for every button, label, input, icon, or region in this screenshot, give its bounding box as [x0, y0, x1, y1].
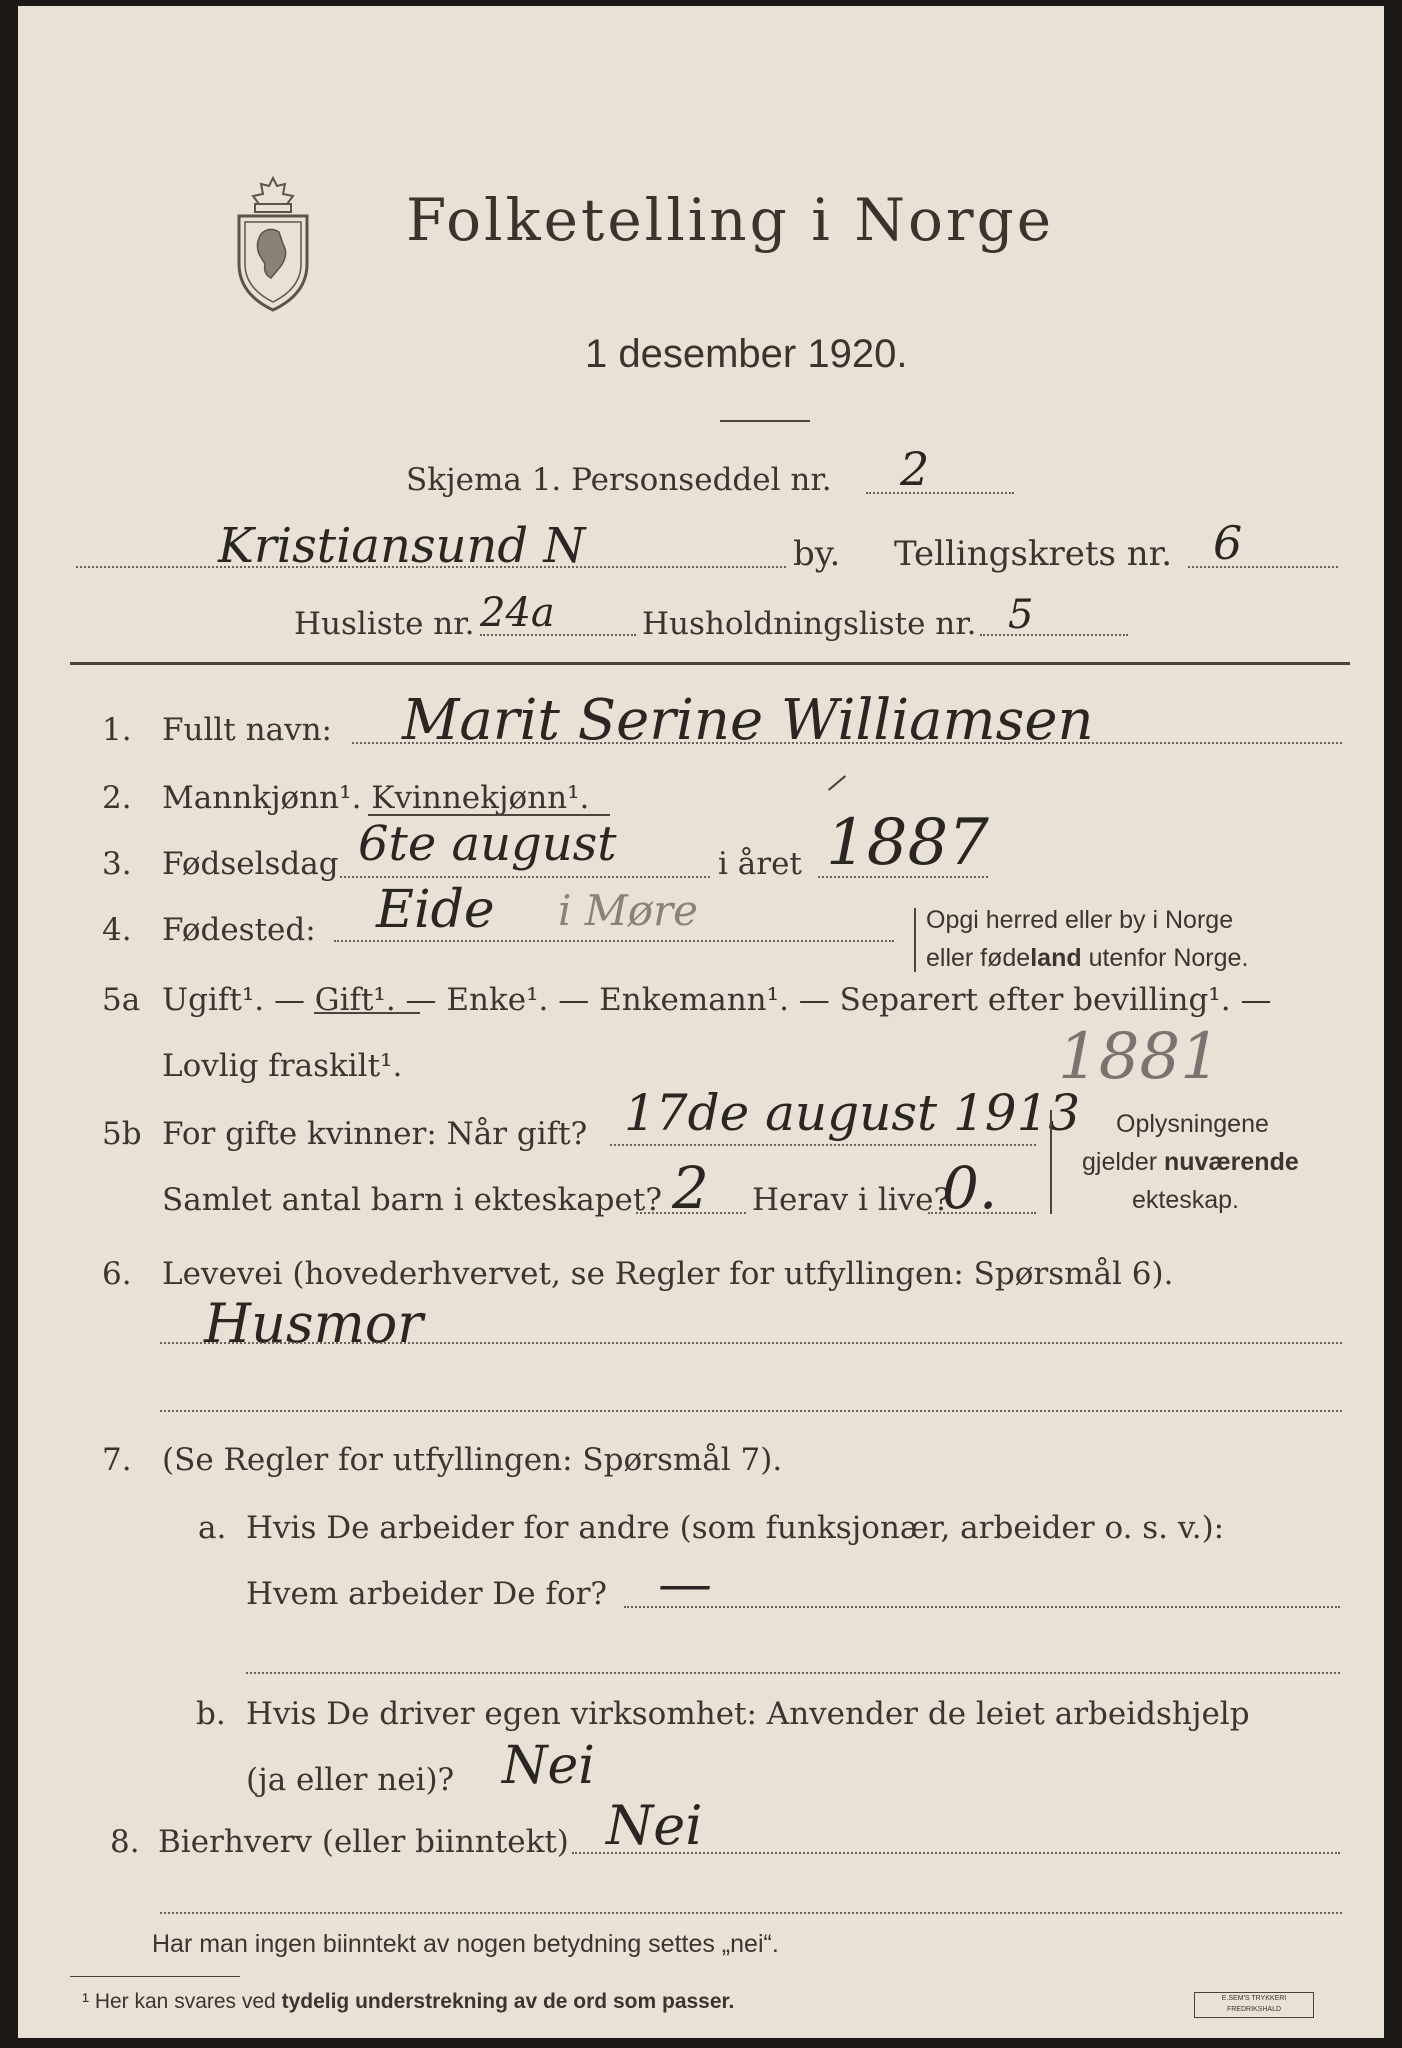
q2-label: Mannkjønn¹. Kvinnekjønn¹. — [162, 780, 590, 816]
q7-label: (Se Regler for utfyllingen: Spørsmål 7). — [162, 1442, 783, 1478]
q5b-note-line1: Oplysningene — [1116, 1110, 1269, 1138]
q8-label: Bierhverv (eller biinntekt) — [158, 1824, 569, 1860]
q5b-children-count: 2 — [672, 1154, 709, 1222]
husholdning-nr: 5 — [1008, 592, 1034, 638]
q4-birthplace: Eide — [376, 880, 495, 940]
q6-occupation: Husmor — [204, 1292, 424, 1355]
q7a-label: Hvis De arbeider for andre (som funksjonær, arbeider o. s. v.): — [246, 1510, 1225, 1546]
q3-year-label: i året — [718, 846, 802, 882]
q7b-answer: Nei — [502, 1736, 595, 1796]
q5b-label2: Samlet antal barn i ekteskapet? — [162, 1182, 662, 1218]
q5a-annotation: 1881 — [1058, 1020, 1221, 1094]
printer-stamp: E.SEM'S TRYKKERI FREDRIKSHALD — [1194, 1992, 1314, 2018]
personseddel-nr: 2 — [900, 442, 930, 496]
skjema-label: Skjema 1. Personseddel nr. — [406, 462, 832, 498]
q5a-underline-gift — [314, 1012, 420, 1014]
form-title: Folketelling i Norge — [406, 186, 1055, 254]
q4-note-line1: Opgi herred eller by i Norge — [926, 906, 1234, 934]
husholdning-label: Husholdningsliste nr. — [642, 606, 977, 642]
tellingskrets-label: Tellingskrets nr. — [894, 534, 1173, 574]
q1-full-name: Marit Serine Williamsen — [402, 688, 1094, 753]
q5b-note-line3: ekteskap. — [1132, 1186, 1240, 1214]
footnote: ¹ Her kan svares ved tydelig understrekning av de ord som passer. — [82, 1990, 735, 2013]
q5a-label: Ugift¹. — Gift¹. — Enke¹. — Enkemann¹. — Separert efter bevilling¹. — — [162, 982, 1272, 1018]
census-date: 1 desember 1920. — [585, 332, 908, 376]
q8-answer: Nei — [606, 1794, 703, 1857]
q4-birthplace-annotation: i Møre — [558, 886, 699, 935]
q5b-label: For gifte kvinner: Når gift? — [162, 1116, 588, 1152]
q5a-label-line2: Lovlig fraskilt¹. — [162, 1048, 403, 1084]
q4-label: Fødested: — [162, 912, 316, 948]
title-divider — [720, 420, 810, 422]
q3-label: Fødselsdag — [162, 846, 339, 882]
q7b-label2: (ja eller nei)? — [246, 1762, 455, 1798]
q6-label: Levevei (hovederhvervet, se Regler for utfyllingen: Spørsmål 6). — [162, 1256, 1174, 1292]
coat-of-arms-icon — [233, 174, 313, 314]
q7b-label: Hvis De driver egen virksomhet: Anvender de leiet arbeidshjelp — [246, 1696, 1250, 1732]
q7a-employer: — — [658, 1552, 712, 1615]
tellingskrets-nr: 6 — [1213, 516, 1243, 570]
q5b-label3: Herav i live? — [752, 1182, 951, 1218]
q5b-note-line2: gjelder nuværende — [1082, 1148, 1299, 1176]
census-form: Folketelling i Norge 1 desember 1920. Skjema 1. Personseddel nr. 2 Kristiansund N by. Tellingskrets nr. 6 Husliste nr. 24a Husholdningsliste nr. 5 1. Fullt navn: Marit Serine Williamsen 2. Mannkjønn¹. Kvinnekjønn¹. 3. Fødselsdag 6te august i året 1887 4. Fødested: Eide i Møre Opgi herred eller by i Norge eller fødeland utenfor Norge. 5a Ugift¹. — Gift¹. — Enke¹. — Enkemann¹. — Separert efter bevilling¹. — Lovlig fraskilt¹. 1881 5b For gifte kvinner: Når gift? 17de august 1913 Samlet antal barn i ekteskapet? 2 Herav i live? 0. Oplysningene gjelder nuværende ekteskap. 6. Levevei (hovederhvervet, se Regler for utfyllingen: Spørsmål 6). Husmor 7. (Se Regler for utfyllingen: Spørsmål 7). a. Hvis De arbeider for andre (som funksjonær, arbeider o. s. v.): Hvem arbeider De for? — b. Hvis De driver egen virksomhet: Anvender de leiet arbeidshjelp (ja eller nei)? Nei 8. Bierhverv (eller biinntekt) Nei Har man ingen biinntekt av nogen betydning settes „nei“. ¹ Her kan svares ved tydelig understrekning av de ord som passer. E.SEM'S TRYKKERI FREDRIKSHALD — [18, 6, 1384, 2038]
q7a-label2: Hvem arbeider De for? — [246, 1576, 608, 1612]
footer-note: Har man ingen biinntekt av nogen betydning settes „nei“. — [152, 1930, 779, 1958]
husliste-label: Husliste nr. — [294, 606, 475, 642]
header-separator — [70, 662, 1350, 665]
q4-note-line2: eller fødeland utenfor Norge. — [926, 944, 1249, 972]
by-label: by. — [793, 534, 841, 574]
q5b-marriage-date: 17de august 1913 — [624, 1084, 1081, 1142]
q3-birth-date: 6te august — [358, 816, 617, 872]
q3-birth-year: 1887 — [826, 806, 989, 880]
q5b-children-alive: 0. — [942, 1154, 998, 1222]
husliste-nr: 24a — [480, 590, 555, 636]
by-value: Kristiansund N — [218, 518, 586, 574]
q1-label: Fullt navn: — [162, 712, 332, 748]
